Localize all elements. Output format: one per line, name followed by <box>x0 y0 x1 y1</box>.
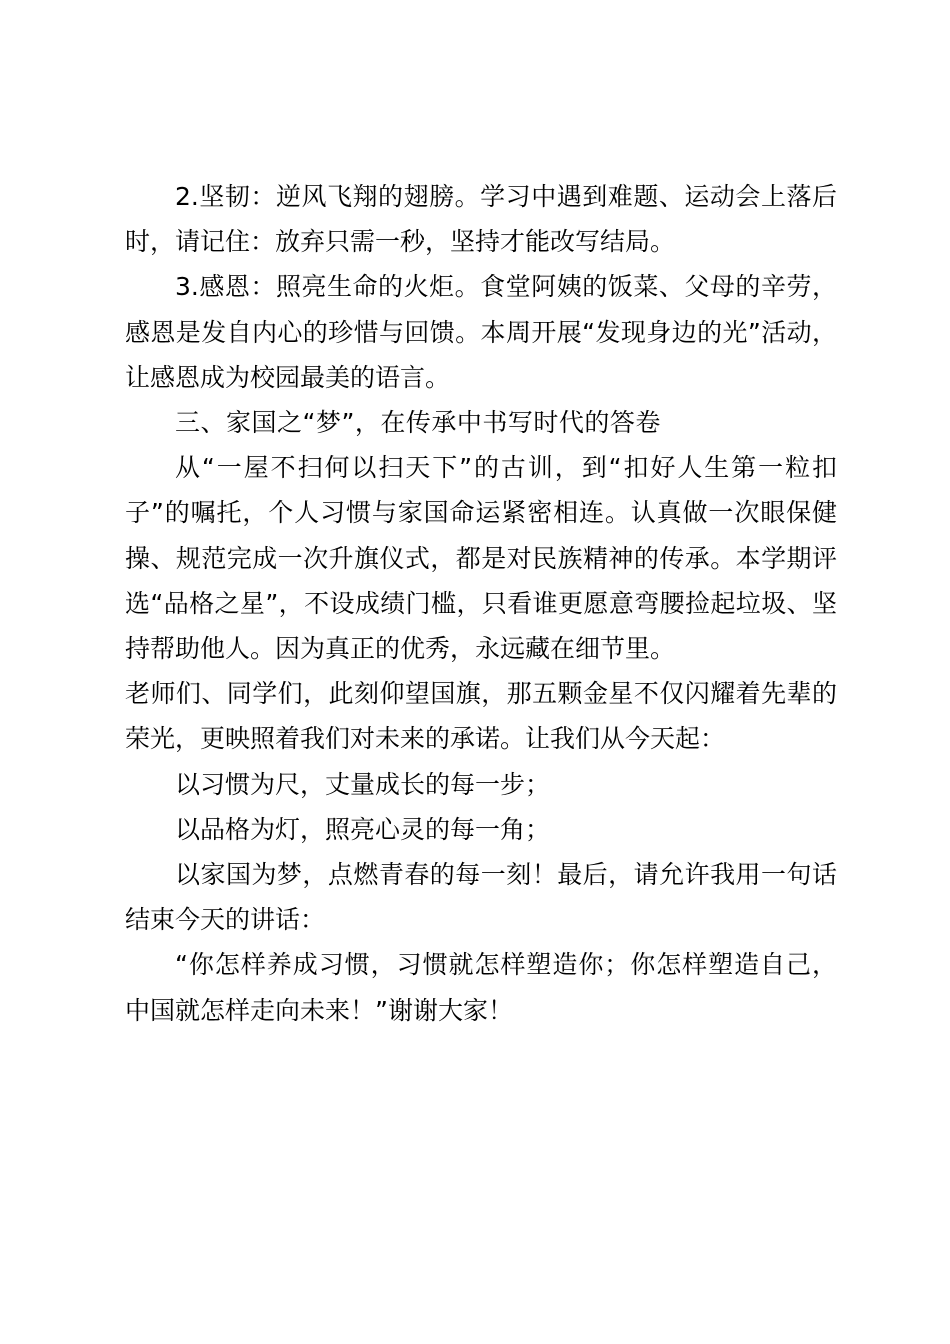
paragraph-closing-quote: “你怎样养成习惯，习惯就怎样塑造你；你怎样塑造自己，中国就怎样走向未来！”谢谢大家！ <box>125 950 837 1025</box>
paragraph-perseverance: 2.坚韧：逆风飞翔的翅膀。学习中遇到难题、运动会上落后时，请记住：放弃只需一秒，坚持才能改写结局。 <box>125 182 837 257</box>
paragraph-country-line: 以家国为梦，点燃青春的每一刻！最后，请允许我用一句话结束今天的讲话： <box>125 860 837 935</box>
paragraph-tradition: 从“一屋不扫何以扫天下”的古训，到“扣好人生第一粒扣子”的嘱托，个人习惯与家国命运紧密相连。认真做一次眼保健操、规范完成一次升旗仪式，都是对民族精神的传承。本学期评选“品格之星”，不设成绩门槛，只看谁更愿意弯腰捡起垃圾、坚持帮助他人。因为真正的优秀，永远藏在细节里。 <box>125 453 837 664</box>
section-heading-three: 三、家国之“梦”，在传承中书写时代的答卷 <box>175 408 661 438</box>
paragraph-habit-line: 以习惯为尺，丈量成长的每一步； <box>175 769 551 799</box>
document-body <box>125 174 837 1033</box>
paragraph-flag: 老师们、同学们，此刻仰望国旗，那五颗金星不仅闪耀着先辈的荣光，更映照着我们对未来的承诺。让我们从今天起： <box>125 679 837 754</box>
paragraph-character-line: 以品格为灯，照亮心灵的每一角； <box>175 814 551 844</box>
paragraph-gratitude: 3.感恩：照亮生命的火炬。食堂阿姨的饭菜、父母的辛劳，感恩是发自内心的珍惜与回馈。本周开展“发现身边的光”活动，让感恩成为校园最美的语言。 <box>125 272 837 392</box>
